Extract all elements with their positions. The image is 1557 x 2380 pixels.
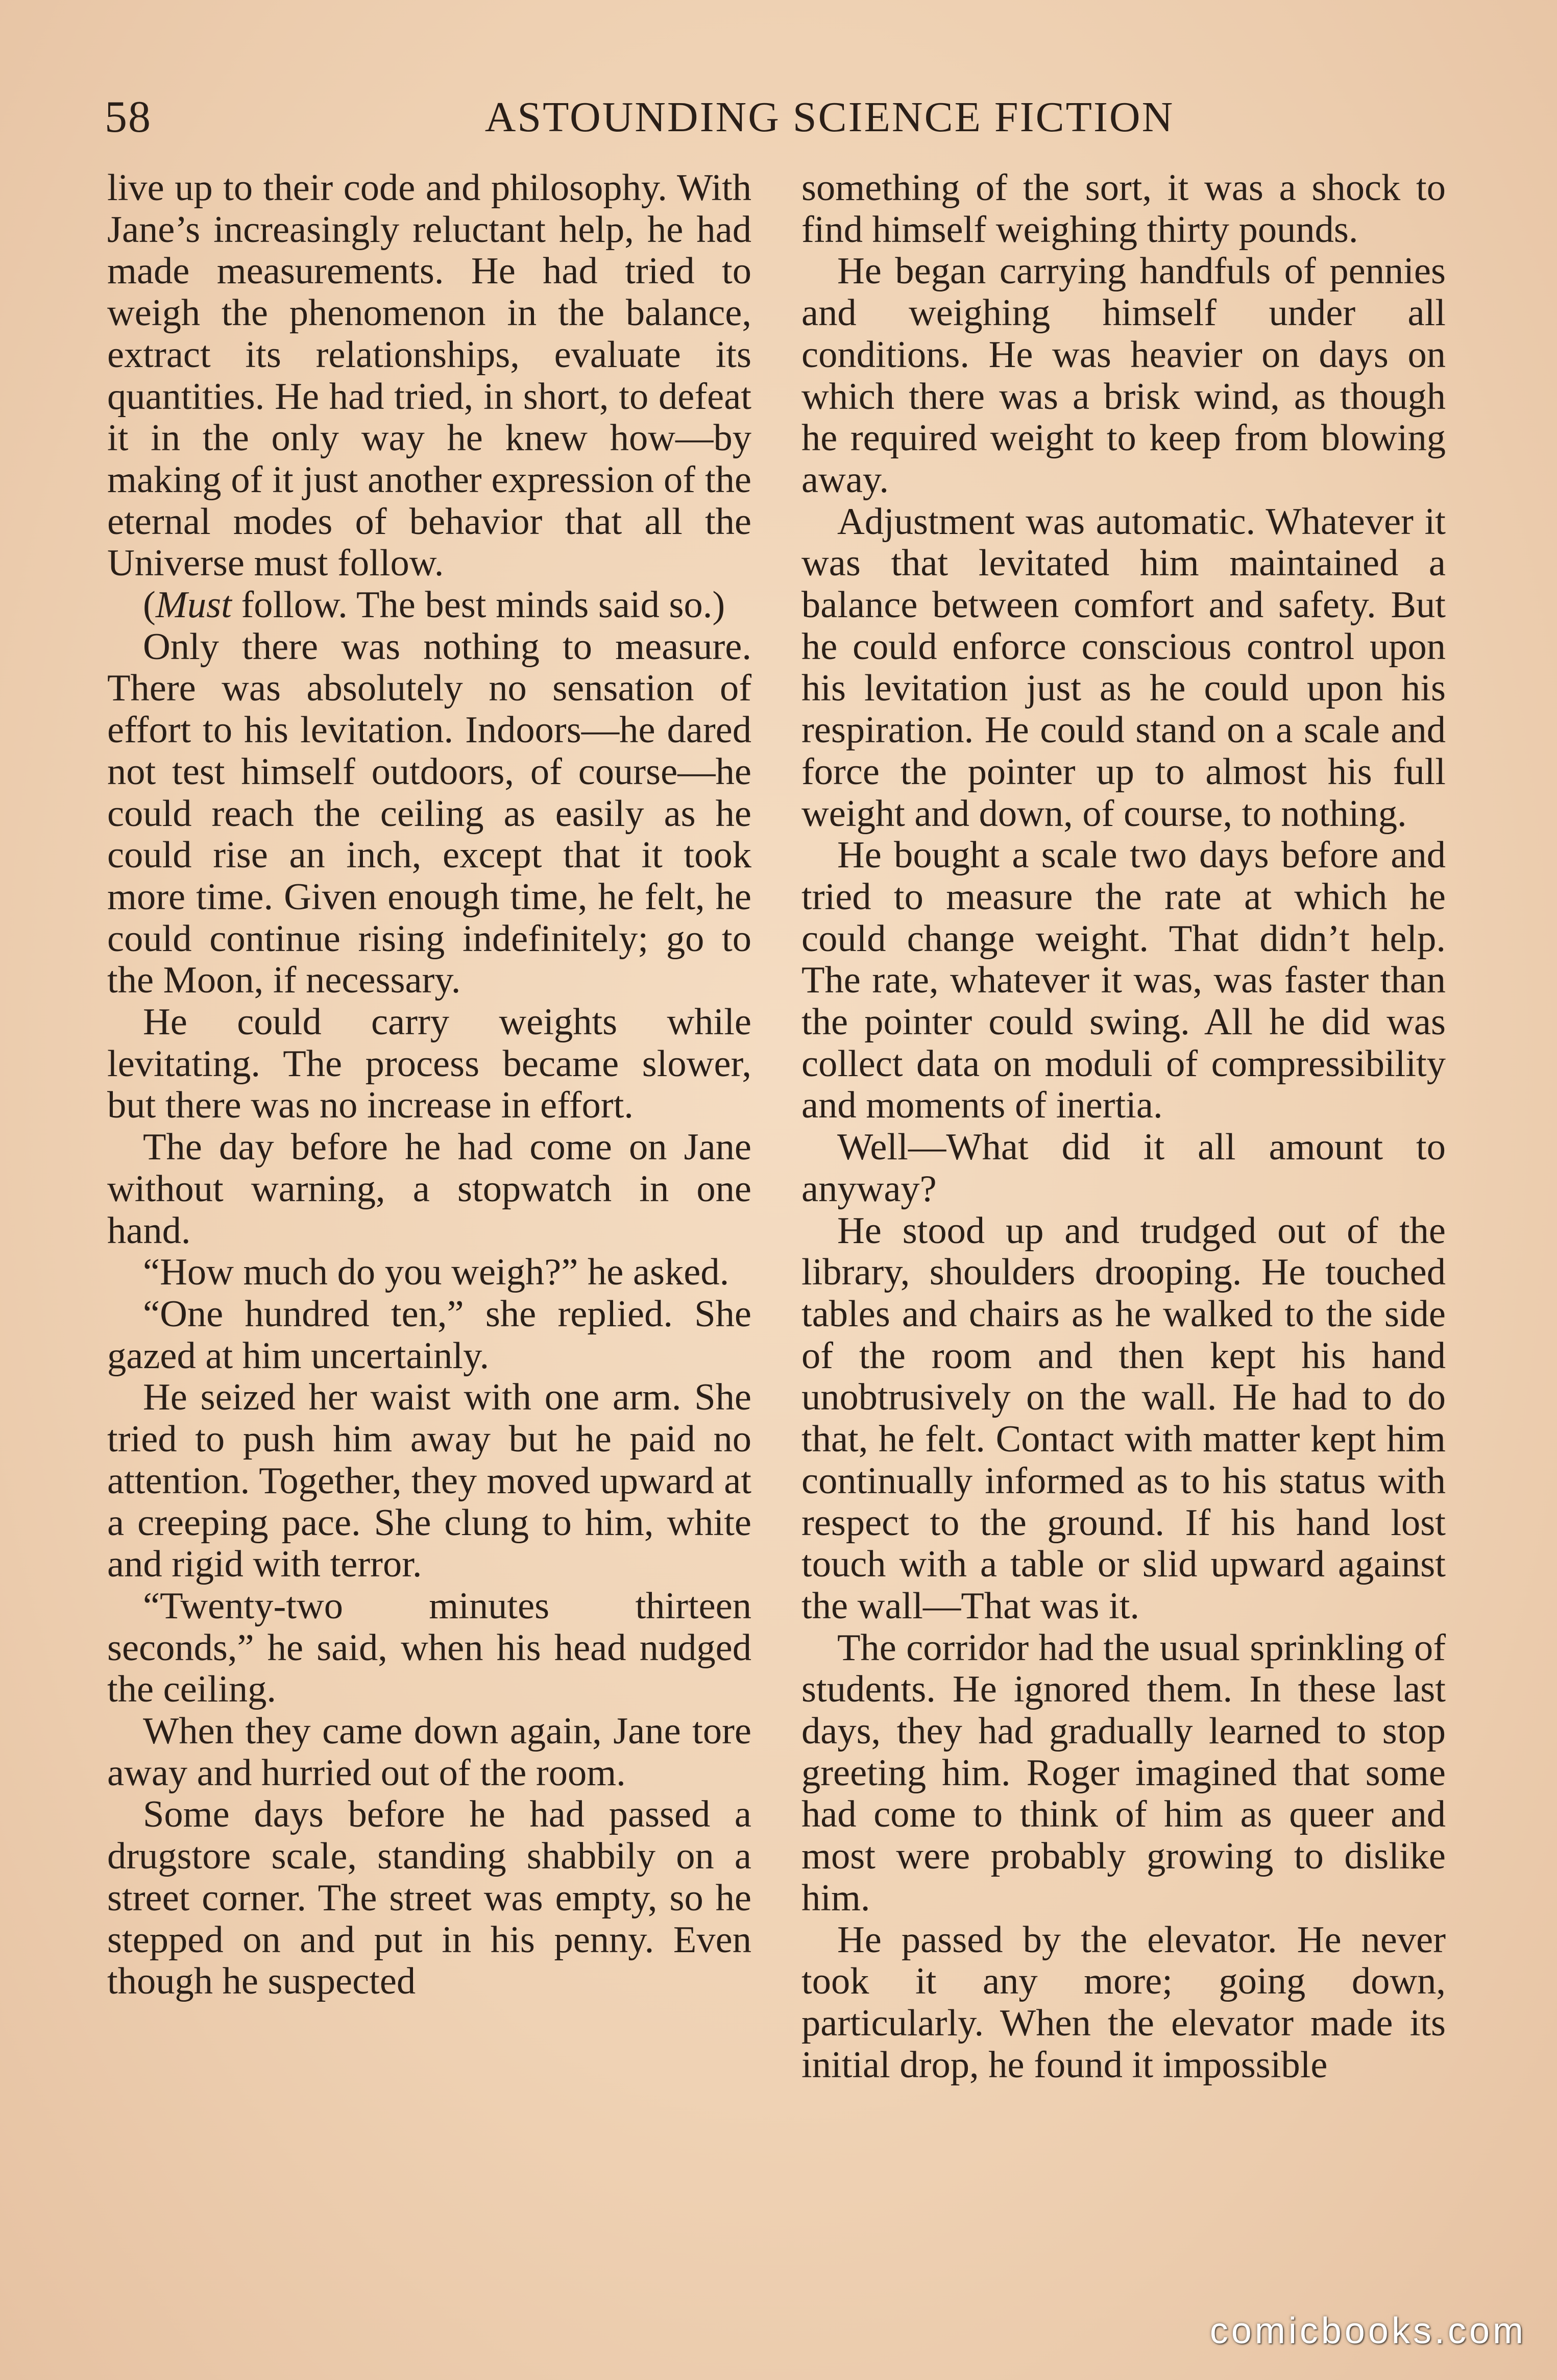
- italic-word: Must: [155, 584, 232, 626]
- page-header: [105, 87, 1452, 148]
- paragraph: something of the sort, it was a shock to find himself weighing thirty pounds.: [801, 167, 1446, 251]
- paragraph: He passed by the elevator. He never took it any more; going down, particularly. When the elevator made its initial drop, he found it impossible: [801, 1918, 1446, 2086]
- paragraph: When they came down again, Jane tore away and hurried out of the room.: [107, 1710, 751, 1794]
- paragraph: He stood up and trudged out of the library, shoulders drooping. He touched tables and chairs as he walked to the side of the room and then kept his hand unobtrusively on the wall. He had to do that, he felt. Contact with matter kept him continually informed as to his status with respect to the ground. If his hand lost touch with a table or slid upward against the wall—That was it.: [801, 1209, 1446, 1627]
- paragraph-text: follow. The best minds said so.): [231, 584, 725, 626]
- paragraph: live up to their code and philosophy. With Jane’s increasingly reluctant help, he had made measurements. He had tried to weigh the phenomenon in the balance, extract its relationships, evaluate its quantities. He had tried, in short, to defeat it in the only way he knew how—by making of it just another expression of the eternal modes of behavior that all the Universe must follow.: [107, 167, 751, 585]
- page-number: 58: [105, 92, 152, 142]
- paragraph: “One hundred ten,” she replied. She gazed at him uncertainly.: [107, 1293, 751, 1377]
- paragraph: He began carrying handfuls of pennies and weighing himself under all conditions. He was heavier on days on which there was a brisk wind, as though he required weight to keep from blowing away.: [801, 250, 1446, 501]
- paragraph: “How much do you weigh?” he asked.: [143, 1251, 729, 1294]
- paragraph: Well—What did it all amount to anyway?: [801, 1126, 1446, 1210]
- paragraph: Adjustment was automatic. Whatever it was that levitated him maintained a balance between comfort and safety. But he could enforce conscious control upon his levitation just as he could upon his respiration. He could stand on a scale and force the pointer up to almost his full weight and down, of course, to nothing.: [801, 500, 1446, 835]
- paren-open: (: [143, 584, 156, 626]
- right-column: [801, 167, 1446, 2086]
- paragraph: The day before he had come on Jane without warning, a stopwatch in one hand.: [107, 1126, 751, 1252]
- paragraph: [107, 585, 751, 626]
- watermark: comicbooks.com: [1209, 2311, 1526, 2351]
- paragraph: The corridor had the usual sprinkling of students. He ignored them. In these last days, they had gradually learned to stop greeting him. Roger imagined that some had come to think of him as queer and most were probably growing to dislike him.: [801, 1626, 1446, 1919]
- running-title: ASTOUNDING SCIENCE FICTION: [484, 93, 1175, 141]
- paragraph: Only there was nothing to measure. There was absolutely no sensation of effort to his levitation. Indoors—he dared not test himself outdoors, of course—he could reach the ceiling as easily as he could rise an inch, except that it took more time. Given enough time, he felt, he could continue rising indefinitely; go to the Moon, if necessary.: [107, 625, 751, 1002]
- paragraph: He seized her waist with one arm. She tried to push him away but he paid no attention. Together, they moved upward at a creeping pace. She clung to him, white and rigid with terror.: [107, 1376, 751, 1586]
- paragraph: Some days before he had passed a drugstore scale, standing shabbily on a street corner. The street was empty, so he stepped on and put in his penny. Even though he suspected: [107, 1793, 751, 2003]
- left-column: [107, 167, 751, 2003]
- paragraph: He bought a scale two days before and tried to measure the rate at which he could change weight. That didn’t help. The rate, whatever it was, was faster than the pointer could swing. All he did was collect data on moduli of compressibility and moments of inertia.: [801, 834, 1446, 1127]
- paragraph: He could carry weights while levitating. The process became slower, but there was no increase in effort.: [107, 1001, 751, 1127]
- paragraph: “Twenty-two minutes thirteen seconds,” he said, when his head nudged the ceiling.: [107, 1585, 751, 1711]
